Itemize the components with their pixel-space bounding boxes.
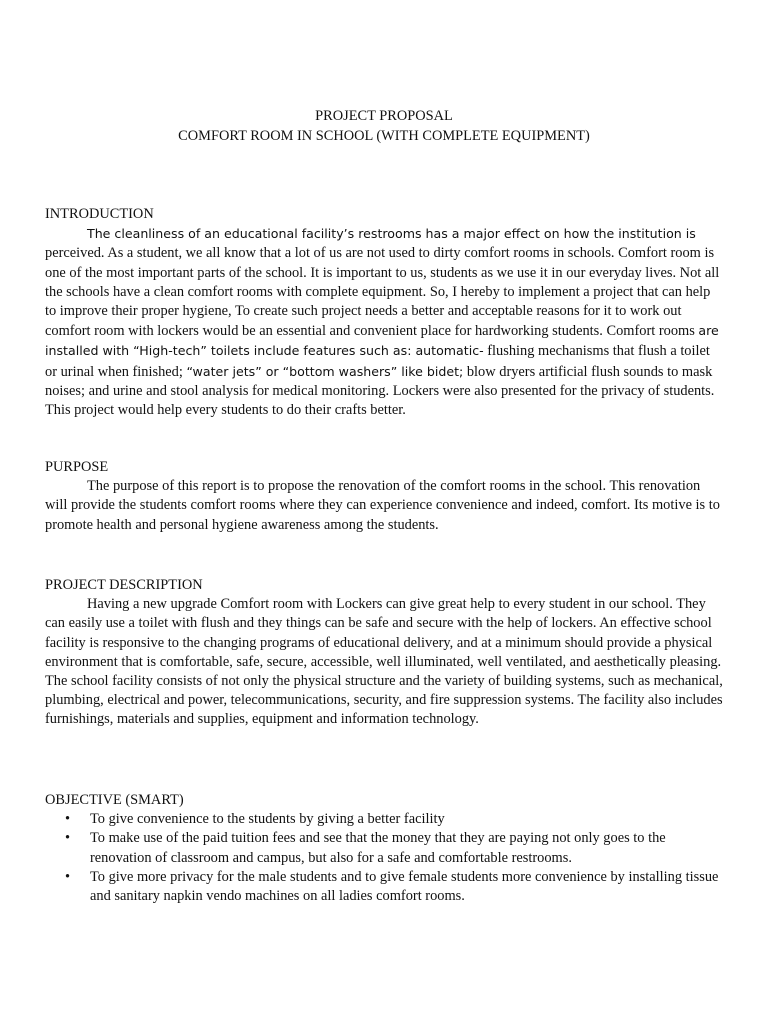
objective-item (45, 829, 725, 867)
introduction-heading: INTRODUCTION (45, 206, 154, 222)
purpose-paragraph: The purpose of this report is to propose the renovation of the comfort rooms in the school. This renovation will provide the students comfort rooms where they can experience convenience and indeed, comfort. Its motive is to promote health and personal hygiene awareness among the students. (45, 478, 720, 533)
introduction-text-3: are installed with “High-tech” toilets include features such as: automatic- (45, 323, 719, 359)
introduction-text-1: The cleanliness of an educational facility’s restrooms has a major effect on how the institution is (87, 226, 696, 242)
objective-item (45, 810, 725, 829)
objective-item-text: To give convenience to the students by giving a better facility (90, 811, 445, 828)
bullet-icon: • (65, 811, 71, 828)
introduction-paragraph (45, 224, 725, 420)
objective-section (45, 791, 725, 906)
title-line-1: PROJECT PROPOSAL (315, 108, 453, 124)
bullet-icon: • (65, 868, 71, 885)
introduction-text-5: “water jets” or “bottom washers” like bidet; (186, 363, 464, 379)
objective-item-text: To give more privacy for the male students and to give female students more convenience by installing tissue and sanitary napkin vendo machines on all ladies comfort rooms. (90, 868, 719, 905)
introduction-section (45, 205, 725, 420)
bullet-icon: • (65, 830, 71, 847)
project-description-heading: PROJECT DESCRIPTION (45, 577, 203, 593)
objective-list (45, 810, 725, 906)
purpose-section (45, 458, 725, 535)
objective-item-text: To make use of the paid tuition fees and see that the money that they are paying not only goes to the renovation of classroom and campus, but also for a safe and comfortable restrooms. (90, 830, 666, 866)
introduction-text-4: flushing mechanisms that flush a toilet or urinal when finished; (45, 343, 710, 380)
purpose-heading: PURPOSE (45, 459, 109, 475)
introduction-text-2: perceived. As a student, we all know that a lot of us are not used to dirty comfort rooms in schools. Comfort room is one of the most important parts of the school. It is important to us, students as we use it in our everyday lives. Not all the schools have a clean comfort rooms with complete equipment. So, I hereby to implement a project that can help to improve their proper hygiene, To create such project needs a better and acceptable reasons for it to work out comfort room with lockers would be an essential and convenient place for hardworking students. Comfort rooms (45, 245, 720, 340)
objective-item (45, 868, 725, 906)
objective-heading: OBJECTIVE (SMART) (45, 792, 184, 808)
project-description-section (45, 576, 725, 730)
introduction-text-6: blow dryers artificial flush sounds to mask noises; and urine and stool analysis for medical monitoring. Lockers were also presented for the privacy of students. This project would help every students to do their crafts better. (45, 363, 715, 419)
project-description-paragraph: Having a new upgrade Comfort room with Lockers can give great help to every student in our school. They can easily use a toilet with flush and they things can be safe and secure with the help of lockers. An effective school facility is responsive to the changing programs of educational delivery, and at a minimum should provide a physical environment that is comfortable, safe, secure, accessible, well illuminated, well ventilated, and aesthetically pleasing. The school facility consists of not only the physical structure and the variety of building systems, such as mechanical, plumbing, electrical and power, telecommunications, security, and fire suppression systems. The facility also includes furnishings, materials and supplies, equipment and information technology. (45, 596, 723, 728)
title-line-2: COMFORT ROOM IN SCHOOL (WITH COMPLETE EQUIPMENT) (178, 128, 590, 144)
document-title (0, 106, 768, 146)
